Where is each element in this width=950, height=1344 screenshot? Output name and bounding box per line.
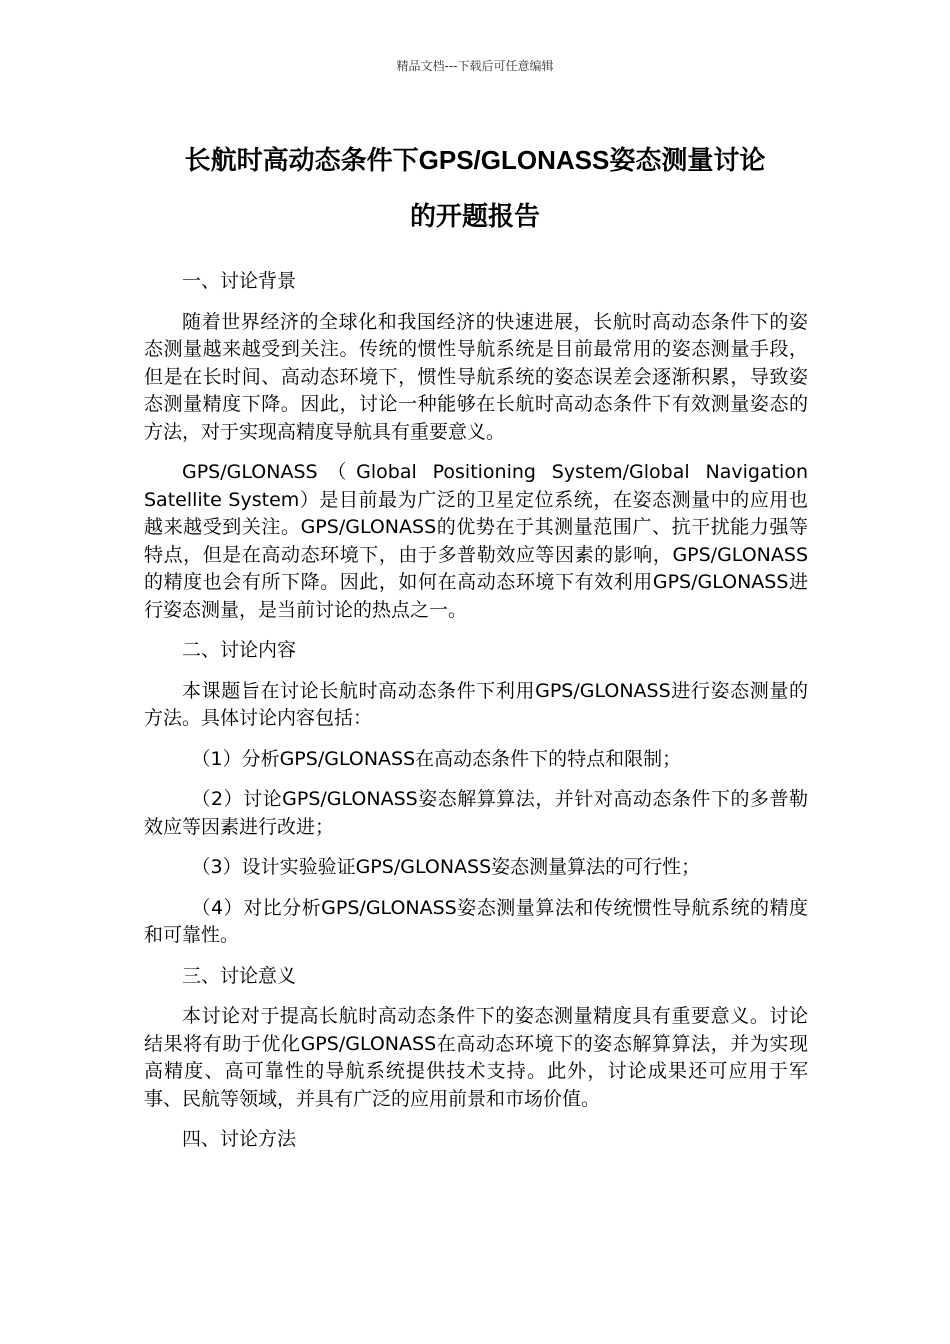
paragraph: 本讨论对于提高长航时高动态条件下的姿态测量精度具有重要意义。讨论结果将有助于优化GPS/GLONASS在高动态环境下的姿态解算算法，并为实现高精度、高可靠性的导航系统提供技术支持。此外，讨论成果还可应用于军事、民航等领域，并具有广泛的应用前景和市场价值。 [144, 1005, 808, 1110]
section-heading-method: 四、讨论方法 [182, 1128, 297, 1150]
paragraph: GPS/GLONASS（Global Positioning System/Global Navigation Satellite System）是目前最为广泛的卫星定位系统，在姿态测量中的应用也越来越受到关注。GPS/GLONASS的优势在于其测量范围广、抗干扰能力强等特点，但是在高动态环境下，由于多普勒效应等因素的影响，GPS/GLONASS的精度也会有所下降。因此，如何在高动态环境下有效利用GPS/GLONASS进行姿态测量，是当前讨论的热点之一。 [144, 461, 808, 621]
list-item: （1）分析GPS/GLONASS在高动态条件下的特点和限制； [191, 747, 682, 770]
document-body [144, 268, 808, 1167]
section-heading-content: 二、讨论内容 [182, 639, 297, 661]
list-item: （4）对比分析GPS/GLONASS姿态测量算法和传统惯性导航系统的精度和可靠性。 [144, 896, 808, 946]
list-item: （2）讨论GPS/GLONASS姿态解算算法，并针对高动态条件下的多普勒效应等因素进行改进； [144, 788, 808, 838]
header-note: 精品文档---下载后可任意编辑 [396, 59, 554, 73]
paragraph: 随着世界经济的全球化和我国经济的快速进展，长航时高动态条件下的姿态测量越来越受到关注。传统的惯性导航系统是目前最常用的姿态测量手段，但是在长时间、高动态环境下，惯性导航系统的姿态误差会逐渐积累，导致姿态测量精度下降。因此，讨论一种能够在长航时高动态条件下有效测量姿态的方法，对于实现高精度导航具有重要意义。 [144, 310, 808, 443]
section-heading-significance: 三、讨论意义 [182, 964, 297, 987]
section-heading-background: 一、讨论背景 [182, 270, 297, 292]
document-title-line-2: 的开题报告 [409, 201, 540, 231]
document-title-line-1: 长航时高动态条件下GPS/GLONASS姿态测量讨论 [184, 145, 766, 175]
list-item: （3）设计实验验证GPS/GLONASS姿态测量算法的可行性； [191, 856, 701, 878]
paragraph: 本课题旨在讨论长航时高动态条件下利用GPS/GLONASS进行姿态测量的方法。具体讨论内容包括： [144, 679, 808, 729]
